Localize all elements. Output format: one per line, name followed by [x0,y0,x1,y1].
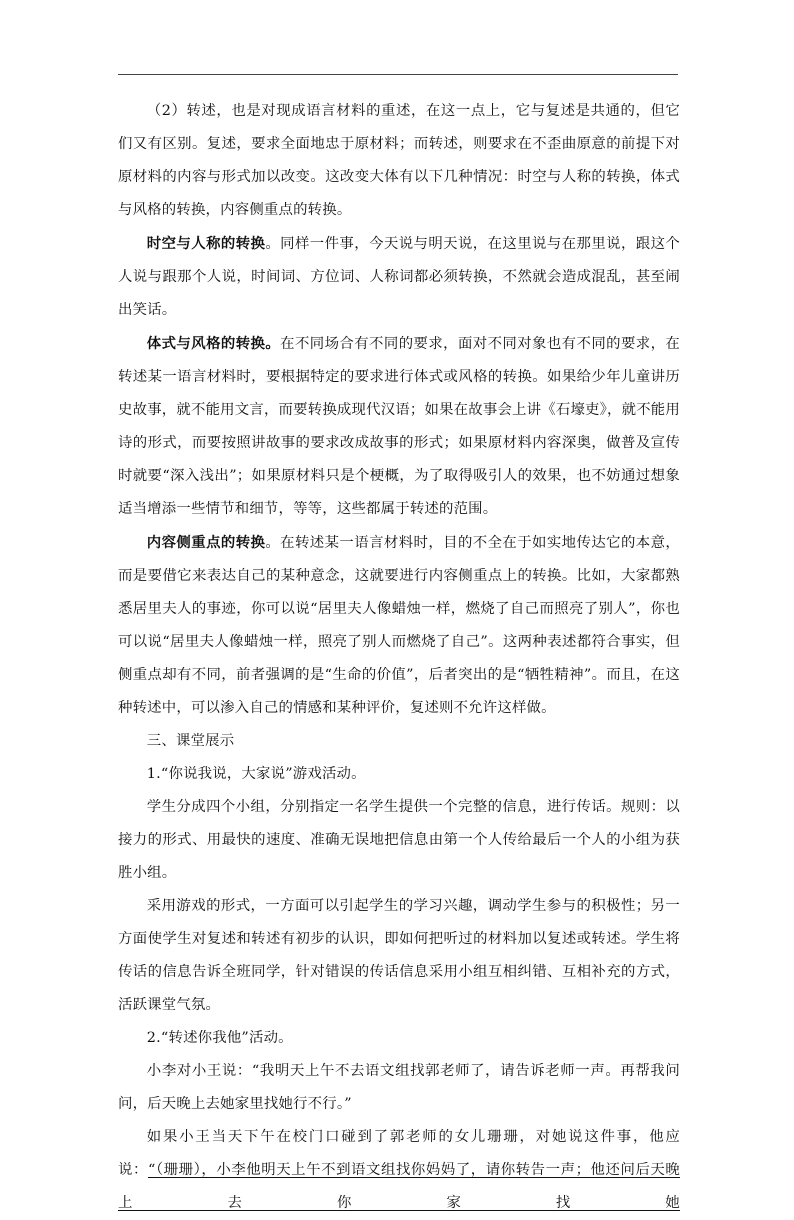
activity-heading-1 [118,758,680,791]
paragraph-text: 。在转述某一语言材料时，目的不全在于如实地传达它的本意，而是要借它来表达自己的某种意念，这就要进行内容侧重点上的转换。比如，大家都熟悉居里夫人的事迹，你可以说“居里夫人像蜡烛一样，燃烧了自己而照亮了别人”，你也可以说“居里夫人像蜡烛一样，照亮了别人而燃烧了自己”。这两种表述都符合事实，但侧重点却有不同，前者强调的是“生命的价值”，后者突出的是“牺牲精神”。而且，在这种转述中，可以渗入自己的情感和某种评价，复述则不允许这样做。 [118,535,680,716]
paragraph-focus [118,526,680,725]
document-body [118,95,680,1220]
paragraph-text: 如果小王当天下午在校门口碰到了郭老师的女儿珊珊，对她说这件事，他应说： [118,1129,680,1178]
section-heading [118,725,680,758]
paragraph-answer [118,1121,680,1220]
paragraph-text: 学生分成四个小组，分别指定一名学生提供一个完整的信息，进行传话。规则：以接力的形式、用最快的速度、准确无误地把信息由第一个人传给最后一个人的小组为获胜小组。 [118,799,680,881]
paragraph-text: 在不同场合有不同的要求，面对不同对象也有不同的要求，在转述某一语言材料时，要根据特定的要求进行体式或风格的转换。如果给少年儿童讲历史故事，就不能用文言，而要转换成现代汉语；如果在故事会上讲《石壕吏》，就不能用诗的形式，而要按照讲故事的要求改成故事的形式；如果原材料内容深奥，做普及宣传时就要“深入浅出”；如果原材料只是个梗概，为了取得吸引人的效果，也不妨通过想象适当增添一些情节和细节，等等，这些都属于转述的范围。 [118,336,680,517]
section-heading-text: 三、课堂展示 [146,733,235,749]
paragraph-style [118,327,680,526]
paragraph-text: 小李对小王说：“我明天上午不去语文组找郭老师了，请告诉老师一声。再帮我问问，后天晚上去她家里找她行不行。” [118,1063,680,1112]
paragraph-zhuanshu-definition [118,95,680,227]
underlined-answer: “（珊珊），小李他明天上午不到语文组找你妈妈了，请你转告一声；他还问后天晚上去你家找她 [118,1162,680,1211]
paragraph-heading: 时空与人称的转换 [146,235,266,252]
paragraph-heading: 内容侧重点的转换 [146,534,266,551]
paragraph-activity-rules [118,791,680,890]
activity-heading-text: 1.“你说我说，大家说”游戏活动。 [146,766,366,782]
paragraph-text: 采用游戏的形式，一方面可以引起学生的学习兴趣，调动学生参与的积极性；另一方面使学生对复述和转述有初步的认识，即如何把听过的材料加以复述或转述。学生将传话的信息告诉全班同学，针对错误的传话信息采用小组互相纠错、互相补充的方式，活跃课堂气氛。 [118,898,680,1013]
paragraph-text: 。同样一件事，今天说与明天说，在这里说与在那里说，跟这个人说与跟那个人说，时间词、方位词、人称词都必须转换，不然就会造成混乱，甚至闹出笑话。 [118,236,680,318]
activity-heading-text: 2.“转述你我他”活动。 [146,1030,293,1046]
paragraph-activity-purpose [118,890,680,1022]
header-rule [118,74,678,75]
paragraph-heading: 体式与风格的转换。 [146,335,281,352]
paragraph-time-person [118,227,680,327]
paragraph-dialogue [118,1055,680,1121]
activity-heading-2 [118,1022,680,1055]
paragraph-text: （2）转述，也是对现成语言材料的重述，在这一点上，它与复述是共通的，但它们又有区别。复述，要求全面地忠于原材料；而转述，则要求在不歪曲原意的前提下对原材料的内容与形式加以改变。这改变大体有以下几种情况：时空与人称的转换，体式与风格的转换，内容侧重点的转换。 [118,103,680,218]
